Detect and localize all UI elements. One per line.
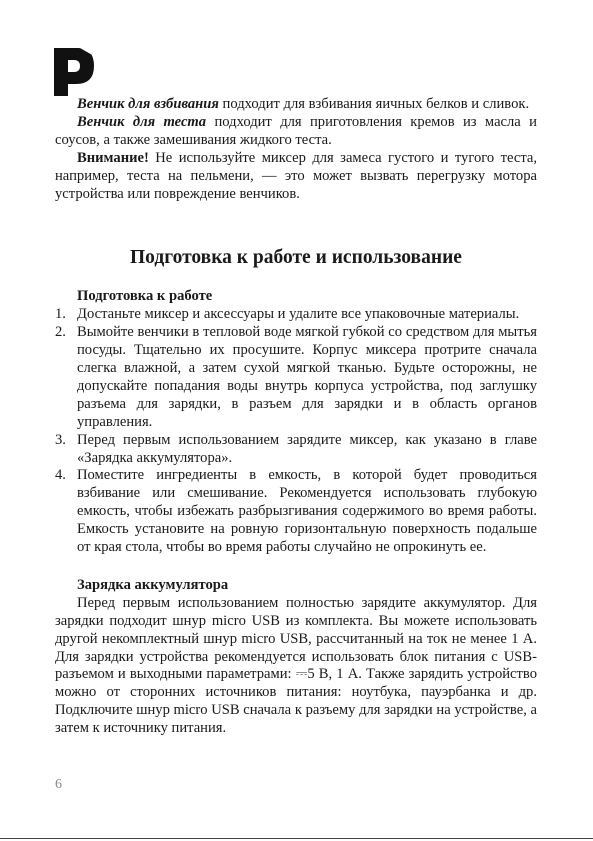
list-item [55, 432, 537, 468]
intro-whisk-text: подходит для взбивания яичных белков и сливок. [218, 96, 530, 112]
page-bottom-rule [0, 838, 593, 839]
intro-whisk-paragraph [55, 96, 537, 114]
preparation-heading: Подготовка к работе [77, 288, 213, 305]
intro-dough-paragraph [55, 114, 537, 150]
step-text: Поместите ингредиенты в емкость, в которой будет проводиться взбивание или смешивание. Рекомендуется использовать глубокую емкость, чтобы избежать разбрызгивания содержимого во время работы. Емкость установите на ровную горизонтальную поверхность подальше от края стола, чтобы во время работы случайно не опрокинуть ее. [77, 467, 537, 556]
step-number: 2. [55, 324, 66, 341]
intro-warning-text: Не используйте миксер для замеса густого и тугого теста, например, теста на пельмени, — это может вызвать перегрузку мотора устройства или повреждение венчиков. [55, 149, 537, 202]
list-item [55, 306, 537, 324]
step-number: 3. [55, 431, 66, 448]
intro-dough-lead: Венчик для теста [77, 113, 207, 130]
section-title: Подготовка к работе и использование [130, 247, 462, 269]
page-content [55, 96, 537, 738]
intro-dough-text: подходит для приготовления кремов из масла и соусов, а также замешивания жидкого теста. [55, 113, 537, 148]
intro-warning-lead: Внимание! [77, 149, 149, 166]
charging-paragraph: Перед первым использованием полностью зарядите аккумулятор. Для зарядки подходит шнур micro USB из комплекта. Вы можете использовать другой некомплектный шнур micro USB, рассчитанный на ток не менее 1 А. Для зарядки устройства рекомендуется использовать блок питания с USB-разъемом и выходными параметрами: ⎓5 В, 1 А. Также зарядить устройство можно от сторонних источников питания: ноутбука, пауэрбанка и др. Подключите шнур micro USB сначала к разъему для зарядки на устройстве, а затем к источнику питания. [55, 594, 537, 737]
list-item [55, 467, 537, 557]
page-number: 6 [55, 777, 62, 792]
preparation-steps-list [55, 306, 537, 557]
step-number: 1. [55, 306, 66, 323]
publisher-p-logo-icon [50, 44, 98, 100]
step-number: 4. [55, 467, 66, 484]
intro-warning-paragraph [55, 150, 537, 204]
step-text: Вымойте венчики в тепловой воде мягкой губкой со средством для мытья посуды. Тщательно их просушите. Корпус миксера протрите сначала слегка влажной, а затем сухой мягкой тканью. Будьте осторожны, не допускайте попадания воды внутрь корпуса устройства, под заглушку разъема для зарядки, в разъем для зарядки и в область органов управления. [77, 324, 537, 430]
list-item [55, 324, 537, 431]
intro-whisk-lead: Венчик для взбивания [77, 96, 219, 112]
charging-heading: Зарядка аккумулятора [77, 576, 229, 593]
step-text: Достаньте миксер и аксессуары и удалите все упаковочные материалы. [77, 306, 520, 323]
step-text: Перед первым использованием зарядите миксер, как указано в главе «Зарядка аккумулятора». [77, 431, 537, 466]
